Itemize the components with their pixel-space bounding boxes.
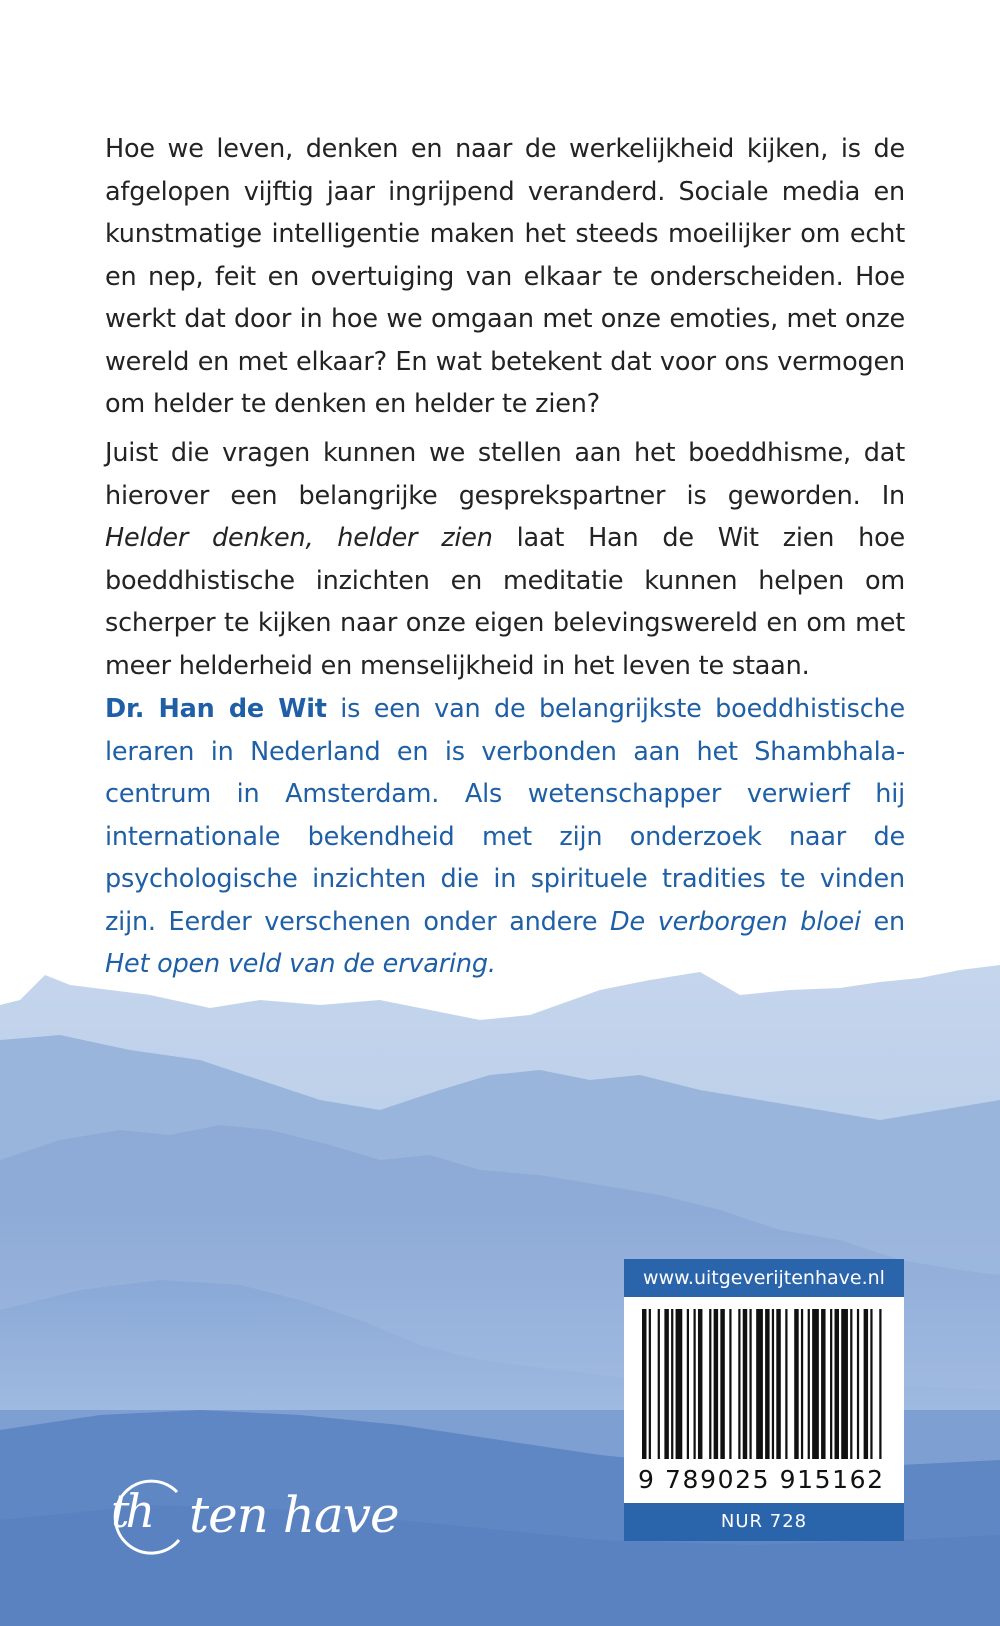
- blurb-text: Juist die vragen kunnen we stellen aan het boeddhisme, dat hierover een belangrijke gesprekspartner is geworden. In: [105, 438, 905, 511]
- earlier-book-title: De verborgen bloei: [610, 906, 861, 937]
- barcode-bar: [821, 1309, 825, 1459]
- barcode-bar: [864, 1309, 868, 1459]
- barcode-bar: [658, 1309, 660, 1459]
- barcode-bar: [812, 1309, 819, 1459]
- barcode-bar: [835, 1309, 839, 1459]
- barcode-label: [624, 1259, 904, 1541]
- barcode-bar: [698, 1309, 702, 1459]
- barcode-bar: [749, 1309, 751, 1459]
- publisher-website: www.uitgeverijtenhave.nl: [624, 1259, 904, 1297]
- barcode-bar: [743, 1309, 747, 1459]
- barcode-bar: [649, 1309, 651, 1459]
- nur-code: NUR 728: [624, 1503, 904, 1541]
- barcode-bar: [729, 1309, 731, 1459]
- barcode-bar: [765, 1309, 769, 1459]
- barcode-bar: [850, 1309, 852, 1459]
- barcode-bar: [671, 1309, 673, 1459]
- barcode-bar: [857, 1309, 859, 1459]
- barcode-bar: [720, 1309, 724, 1459]
- barcode-bar: [841, 1309, 848, 1459]
- barcode-bar: [664, 1309, 668, 1459]
- barcode-bar: [808, 1309, 810, 1459]
- barcode-bar: [738, 1309, 740, 1459]
- earlier-book-title: Het open veld van de ervaring.: [105, 949, 496, 979]
- logo-monogram: th: [111, 1484, 152, 1538]
- barcode-bar: [785, 1309, 787, 1459]
- barcode-bar: [879, 1309, 881, 1459]
- barcode-bar: [709, 1309, 711, 1459]
- author-bio-text: en: [860, 906, 905, 937]
- barcode-bar: [693, 1309, 695, 1459]
- isbn-number: 9 789025 915162: [638, 1465, 885, 1494]
- publisher-name: ten have: [189, 1486, 399, 1544]
- author-bio: [105, 688, 905, 986]
- barcode-bar: [714, 1309, 718, 1459]
- barcode-icon: [642, 1309, 886, 1459]
- blurb-text: laat Han de Wit zien hoe boeddhistische inzichten en meditatie kunnen helpen om scherper te kijken naar onze eigen belevingswereld en om met meer helderheid en menselijkheid in het leven te staan.: [105, 523, 905, 681]
- barcode-bar: [830, 1309, 832, 1459]
- barcode-bar: [756, 1309, 763, 1459]
- blurb-paragraph-1: Hoe we leven, denken en naar de werkelijkheid kijken, is de afgelopen vijftig jaar ingrijpend veranderd. Sociale media en kunstmatige intelligentie maken het steeds moeilijker om echt en nep, feit en overtuiging van elkaar te onderscheiden. Hoe werkt dat door in hoe we omgaan met onze emoties, met onze wereld en met elkaar? En wat betekent dat voor ons vermogen om helder te denken en helder te zien?: [105, 134, 905, 419]
- barcode-panel: [624, 1297, 904, 1503]
- author-bio-text: is een van de belangrijkste boeddhistische leraren in Nederland en is verbonden aan het Shambhala-centrum in Amsterdam. Als wetenschapper verwierf hij internationale bekendheid met zijn onderzoek naar de psychologische inzichten die in spirituele tradities te vinden zijn. Eerder verschenen onder andere: [105, 694, 905, 937]
- barcode-bar: [687, 1309, 689, 1459]
- barcode-bar: [642, 1309, 646, 1459]
- author-name: Dr. Han de Wit: [105, 694, 327, 724]
- book-title: Helder denken, helder zien: [105, 523, 493, 553]
- barcode-bar: [801, 1309, 803, 1459]
- barcode-bar: [772, 1309, 774, 1459]
- barcode-bar: [870, 1309, 872, 1459]
- blurb-paragraph-2: [105, 432, 905, 687]
- barcode-bar: [676, 1309, 683, 1459]
- barcode-bar: [776, 1309, 780, 1459]
- publisher-logo: [105, 1478, 405, 1558]
- barcode-bar: [794, 1309, 798, 1459]
